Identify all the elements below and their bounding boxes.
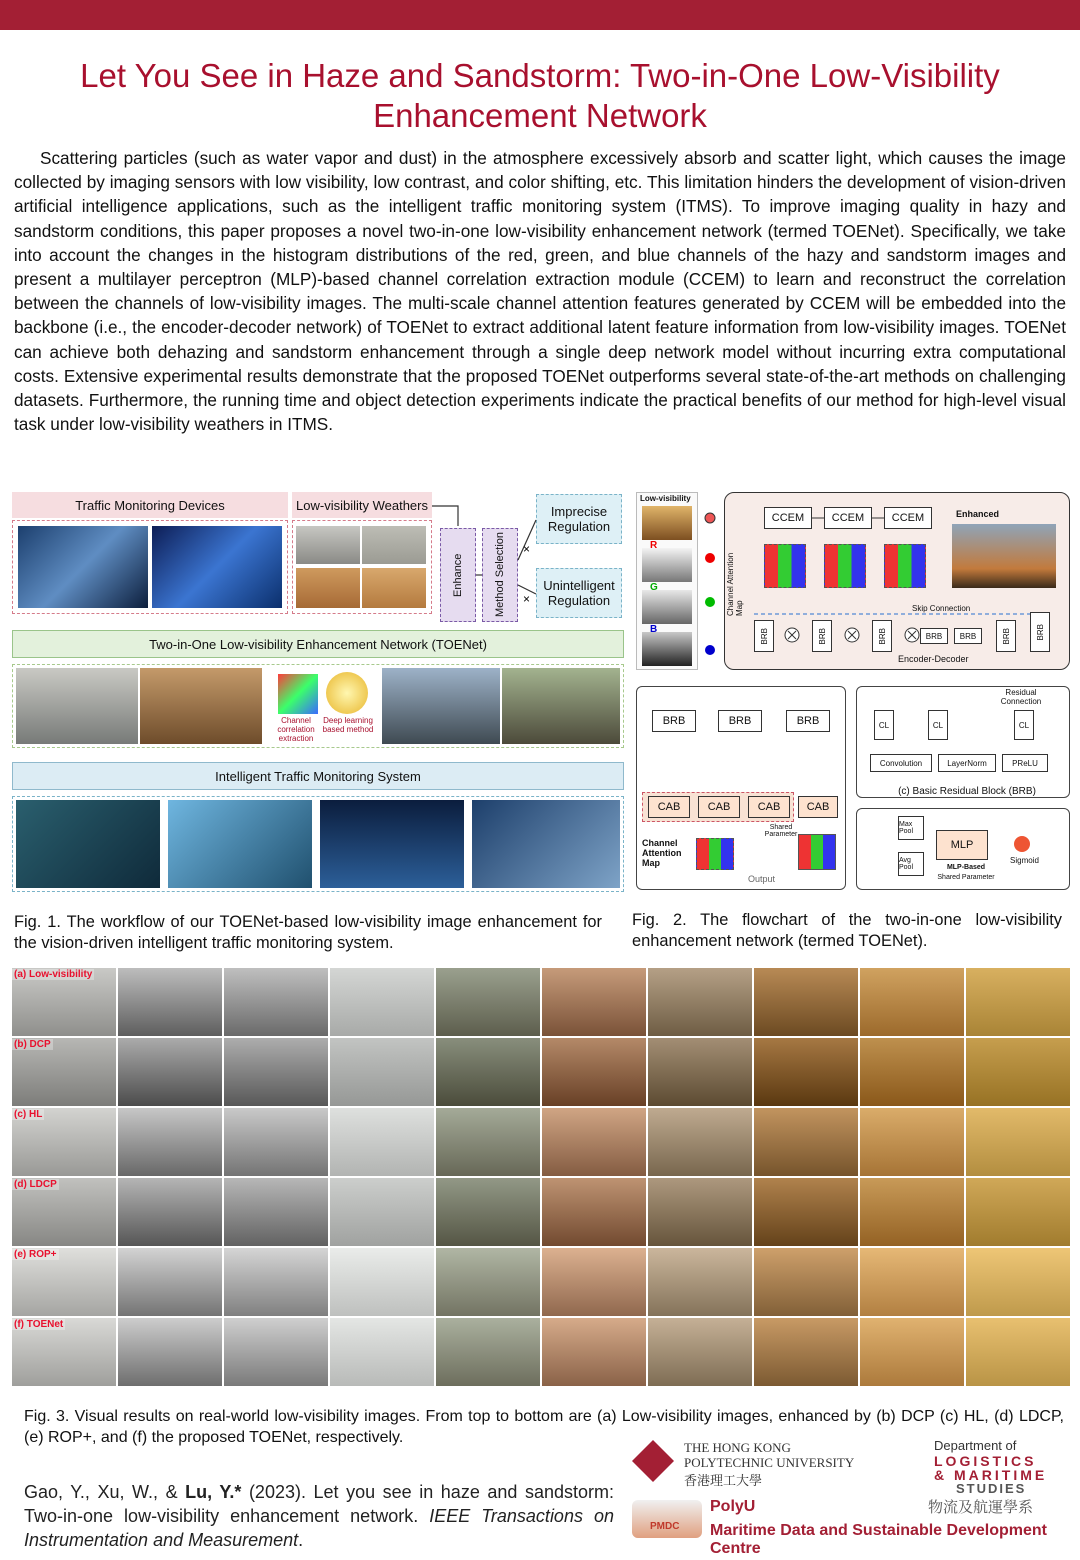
shared-param-label: Shared Parameter — [764, 824, 798, 838]
prelu-label: PReLU — [1012, 758, 1038, 768]
result-image — [542, 1248, 646, 1316]
brb-cab-2 — [718, 710, 762, 732]
itms-photo-1 — [16, 800, 160, 888]
title-line-1: Let You See in Haze and Sandstorm: Two-in-One Low-Visibility — [80, 57, 1000, 94]
encoder-decoder-label: Encoder-Decoder — [898, 654, 969, 664]
result-image — [860, 1108, 964, 1176]
result-image — [966, 1108, 1070, 1176]
fig2-caption: Fig. 2. The flowchart of the two-in-one low-visibility enhancement network (termed TOENet). — [632, 911, 1062, 950]
itms-photo-2 — [168, 800, 312, 888]
cab-node-4 — [798, 796, 838, 818]
ccem-label-1: CCEM — [771, 512, 805, 524]
brb-label-3: BRB — [877, 627, 887, 645]
figure-3-grid — [10, 966, 1070, 1390]
dept-line-3: & MARITIME — [934, 1467, 1048, 1483]
brb-cab-label-3: BRB — [796, 715, 820, 727]
result-image — [860, 1248, 964, 1316]
skip-connection-label: Skip Connection — [912, 604, 971, 613]
dept-line-1: Department of — [934, 1438, 1017, 1453]
cab-label-2: CAB — [707, 801, 731, 813]
result-image — [860, 1318, 964, 1386]
itms-photo-3 — [320, 800, 464, 888]
fig1-arrows — [10, 490, 626, 640]
method-selection-label: Method Selection — [494, 532, 506, 618]
citation-authors: Gao, Y., Xu, W., & — [24, 1482, 186, 1502]
result-image — [542, 1108, 646, 1176]
result-image — [436, 1038, 540, 1106]
cab-feature-map — [798, 834, 836, 870]
result-image — [860, 968, 964, 1036]
result-image — [966, 1318, 1070, 1386]
centre-name: Maritime Data and Sustainable Development Centre — [710, 1522, 1047, 1557]
enhanced-label: Enhanced — [956, 509, 1000, 519]
result-image — [966, 1248, 1070, 1316]
fig3-caption: Fig. 3. Visual results on real-world low-visibility images. From top to bottom are (a) Low-visibility images, enhanced by (b) DCP (c) HL, (d) LDCP, (e) ROP+, and (f) the proposed TOENet, respectively. — [24, 1408, 1064, 1446]
network-lines — [724, 490, 1070, 670]
brb-label-2: BRB — [817, 627, 827, 645]
convolution-node — [870, 754, 932, 772]
b-label: B — [650, 624, 658, 635]
citation-end: . — [298, 1530, 304, 1550]
cl-label-3: CL — [1018, 720, 1030, 730]
mlp-based-label: MLP-Based — [946, 864, 986, 871]
max-pool-label: Max Pool — [899, 821, 914, 835]
brb-node-4 — [920, 628, 948, 644]
citation-corresponding-author: Lu, Y.* — [185, 1482, 242, 1502]
result-image — [330, 1318, 434, 1386]
result-image — [860, 1038, 964, 1106]
polyu-name-1: THE HONG KONG — [684, 1440, 791, 1455]
channel-corr-label: Channel correlation extraction — [277, 716, 315, 743]
fig1-caption: Fig. 1. The workflow of our TOENet-based low-visibility image enhancement for the vision-driven intelligent traffic monitoring system. — [14, 913, 602, 952]
result-image — [754, 1038, 858, 1106]
detect-photo-sand — [140, 668, 262, 744]
layernorm-label: LayerNorm — [947, 758, 987, 768]
cl-label-1: CL — [878, 720, 890, 730]
result-image — [648, 1178, 752, 1246]
abstract-text: Scattering particles (such as water vapor and dust) in the atmosphere excessively absorb and scatter light, which causes the image collected by imaging sensors with low visibility, low contrast, and color shifting, etc. This limitation hinders the development of vision-driven artificial intelligence applications, such as the intelligent traffic monitoring system (ITMS). To improve imaging quality in hazy and sandstorm conditions, this paper proposes a novel two-in-one low-visibility enhancement network (termed TOENet). Specifically, we take into account the changes in the histogram distributions of the red, green, and blue channels of the hazy and sandstorm images and present a multilayer perceptron (MLP)-based channel correlation extraction module (CCEM) to learn and reconstruct the correlation between the channels of low-visibility images. The multi-scale channel attention features generated by CCEM will be embedded into the backbone (i.e., the encoder-decoder network) of TOENet to extract additional latent feature information from low-visibility images. TOENet can achieve both dehazing and sandstorm enhancement through a single deep network model without incurring extra computational costs. Extensive experimental results demonstrate that the proposed TOENet outperforms several state-of-the-art methods on challenging datasets. Furthermore, the running time and object detection experiments indicate the practical benefits of our method for high-level visual task under low-visibility weathers in ITMS. — [14, 148, 1066, 435]
top-banner — [0, 0, 1080, 30]
channel-attention-label-2: Channel Attention Map — [642, 838, 682, 868]
dept-line-4: STUDIES — [956, 1481, 1027, 1496]
itms-photo-4 — [472, 800, 620, 888]
ccem-label-3: CCEM — [891, 512, 925, 524]
row-label: (b) DCP — [14, 1039, 51, 1050]
result-image — [542, 968, 646, 1036]
svg-text:×: × — [523, 592, 531, 606]
enhanced-photo-2 — [502, 668, 620, 744]
result-image — [224, 1038, 328, 1106]
input-arrows — [692, 490, 722, 670]
avg-pool-label: Avg Pool — [899, 857, 914, 871]
mlp-node — [936, 830, 988, 860]
input-image — [642, 506, 692, 540]
sigmoid-icon — [1014, 836, 1030, 852]
result-image — [330, 968, 434, 1036]
result-image — [648, 968, 752, 1036]
toenet-bar-label: Two-in-One Low-visibility Enhancement Network (TOENet) — [149, 636, 487, 652]
enhance-label: Enhance — [452, 553, 464, 597]
dept-line-2: LOGISTICS — [934, 1453, 1037, 1469]
channel-b-image — [642, 632, 692, 666]
result-image — [118, 1108, 222, 1176]
result-image — [754, 1178, 858, 1246]
brb-node-2 — [812, 620, 832, 652]
toenet-bar — [12, 630, 624, 658]
result-image — [436, 1318, 540, 1386]
result-image — [436, 1108, 540, 1176]
enhanced-photo-1 — [382, 668, 500, 744]
citation-journal: IEEE Transactions on Instrumentation and Measurement — [24, 1506, 614, 1550]
brb-label-1: BRB — [759, 627, 769, 645]
traffic-devices-label: Traffic Monitoring Devices — [75, 497, 225, 513]
result-image — [118, 1248, 222, 1316]
brb-cab-1 — [652, 710, 696, 732]
low-vis-weathers-label: Low-visibility Weathers — [296, 497, 428, 513]
brb-label-4: BRB — [925, 631, 943, 641]
result-image — [436, 1178, 540, 1246]
cab-node-1 — [648, 796, 690, 818]
channel-g-image — [642, 590, 692, 624]
figure-1 — [10, 490, 626, 896]
result-image — [330, 1108, 434, 1176]
itms-bar-label: Intelligent Traffic Monitoring System — [215, 768, 421, 784]
result-image — [542, 1318, 646, 1386]
result-image — [648, 1248, 752, 1316]
cam-output-map — [696, 838, 734, 870]
convolution-label: Convolution — [879, 758, 923, 768]
figure-2 — [636, 490, 1072, 896]
result-image — [224, 968, 328, 1036]
row-label: (f) TOENet — [14, 1319, 64, 1330]
result-image — [754, 1248, 858, 1316]
brb-node-5 — [954, 628, 982, 644]
cl-node-2 — [928, 710, 948, 740]
result-image — [966, 1038, 1070, 1106]
polyu-name-2: POLYTECHNIC UNIVERSITY — [684, 1455, 855, 1470]
deep-learning-label: Deep learning based method — [322, 716, 374, 734]
brb-cab-3 — [786, 710, 830, 732]
brb-node-3 — [872, 620, 892, 652]
result-image — [966, 968, 1070, 1036]
pmdc-logo-text: PMDC — [650, 1521, 680, 1532]
brb-node-1 — [754, 620, 774, 652]
brb-label-7: BRB — [1035, 623, 1045, 641]
sigmoid-label: Sigmoid — [1010, 856, 1039, 865]
avg-pool-node — [898, 852, 924, 876]
result-image — [118, 1038, 222, 1106]
result-image — [754, 968, 858, 1036]
result-image — [224, 1178, 328, 1246]
detect-photo-hazy — [16, 668, 138, 744]
result-image — [118, 968, 222, 1036]
lightbulb-icon — [326, 672, 368, 714]
brb-node-6 — [996, 620, 1016, 652]
result-image — [648, 1318, 752, 1386]
row-label: (d) LDCP — [14, 1179, 57, 1190]
row-label: (c) HL — [14, 1109, 43, 1120]
channel-r-image — [642, 548, 692, 582]
result-image — [436, 968, 540, 1036]
brb-cab-label-1: BRB — [662, 715, 686, 727]
rgb-cube-icon — [278, 674, 318, 714]
unintelligent-label: Unintelligent Regulation — [543, 578, 615, 608]
result-image — [118, 1318, 222, 1386]
mlp-label: MLP — [950, 839, 974, 851]
layernorm-node — [938, 754, 996, 772]
result-image — [754, 1108, 858, 1176]
result-image — [542, 1038, 646, 1106]
mlp-shared-label: Shared Parameter — [937, 874, 995, 881]
result-image — [330, 1178, 434, 1246]
svg-text:×: × — [523, 542, 531, 556]
brb-caption-label: (c) Basic Residual Block (BRB) — [898, 786, 1036, 797]
residual-conn-label: Residual Connection — [1000, 688, 1042, 706]
output-label: Output — [748, 874, 776, 884]
result-image — [224, 1248, 328, 1316]
dept-zh: 物流及航運學系 — [928, 1499, 1034, 1516]
r-label: R — [650, 540, 658, 551]
brb-label-5: BRB — [959, 631, 977, 641]
result-image — [648, 1038, 752, 1106]
cl-label-2: CL — [932, 720, 944, 730]
result-image — [118, 1178, 222, 1246]
brb-label-6: BRB — [1001, 627, 1011, 645]
polyu-name-zh: 香港理工大學 — [684, 1473, 763, 1488]
cab-label-3: CAB — [757, 801, 781, 813]
result-image — [224, 1108, 328, 1176]
prelu-node — [1002, 754, 1048, 772]
row-label: (a) Low-visibility — [14, 969, 93, 980]
cab-label-1: CAB — [657, 801, 681, 813]
result-image — [966, 1178, 1070, 1246]
cl-node-3 — [1014, 710, 1034, 740]
imprecise-label: Imprecise Regulation — [547, 504, 611, 534]
result-image — [330, 1038, 434, 1106]
result-image — [224, 1318, 328, 1386]
result-image — [542, 1178, 646, 1246]
polyu-short: PolyU — [710, 1498, 756, 1515]
result-image — [860, 1178, 964, 1246]
brb-node-7 — [1030, 612, 1050, 652]
channel-attention-label: Channel Attention Map — [726, 552, 744, 616]
ccem-label-2: CCEM — [831, 512, 865, 524]
cab-label-4: CAB — [806, 801, 830, 813]
g-label: G — [650, 582, 658, 593]
title-line-2: Enhancement Network — [373, 97, 707, 134]
low-vis-label: Low-visibility — [640, 494, 691, 503]
pmdc-logo-icon — [632, 1500, 702, 1538]
brb-cab-label-2: BRB — [728, 715, 752, 727]
result-image — [754, 1318, 858, 1386]
cab-node-2 — [698, 796, 740, 818]
poster-title — [20, 56, 1060, 136]
citation-title: (2023). Let you see in haze and sandstorm: Two-in-one low-visibility enhancement network. — [24, 1482, 614, 1526]
citation — [24, 1480, 614, 1552]
itms-bar — [12, 762, 624, 790]
result-image — [330, 1248, 434, 1316]
row-label: (e) ROP+ — [14, 1249, 57, 1260]
cl-node-1 — [874, 710, 894, 740]
cab-node-3 — [748, 796, 790, 818]
result-image — [648, 1108, 752, 1176]
result-image — [436, 1248, 540, 1316]
max-pool-node — [898, 816, 924, 840]
